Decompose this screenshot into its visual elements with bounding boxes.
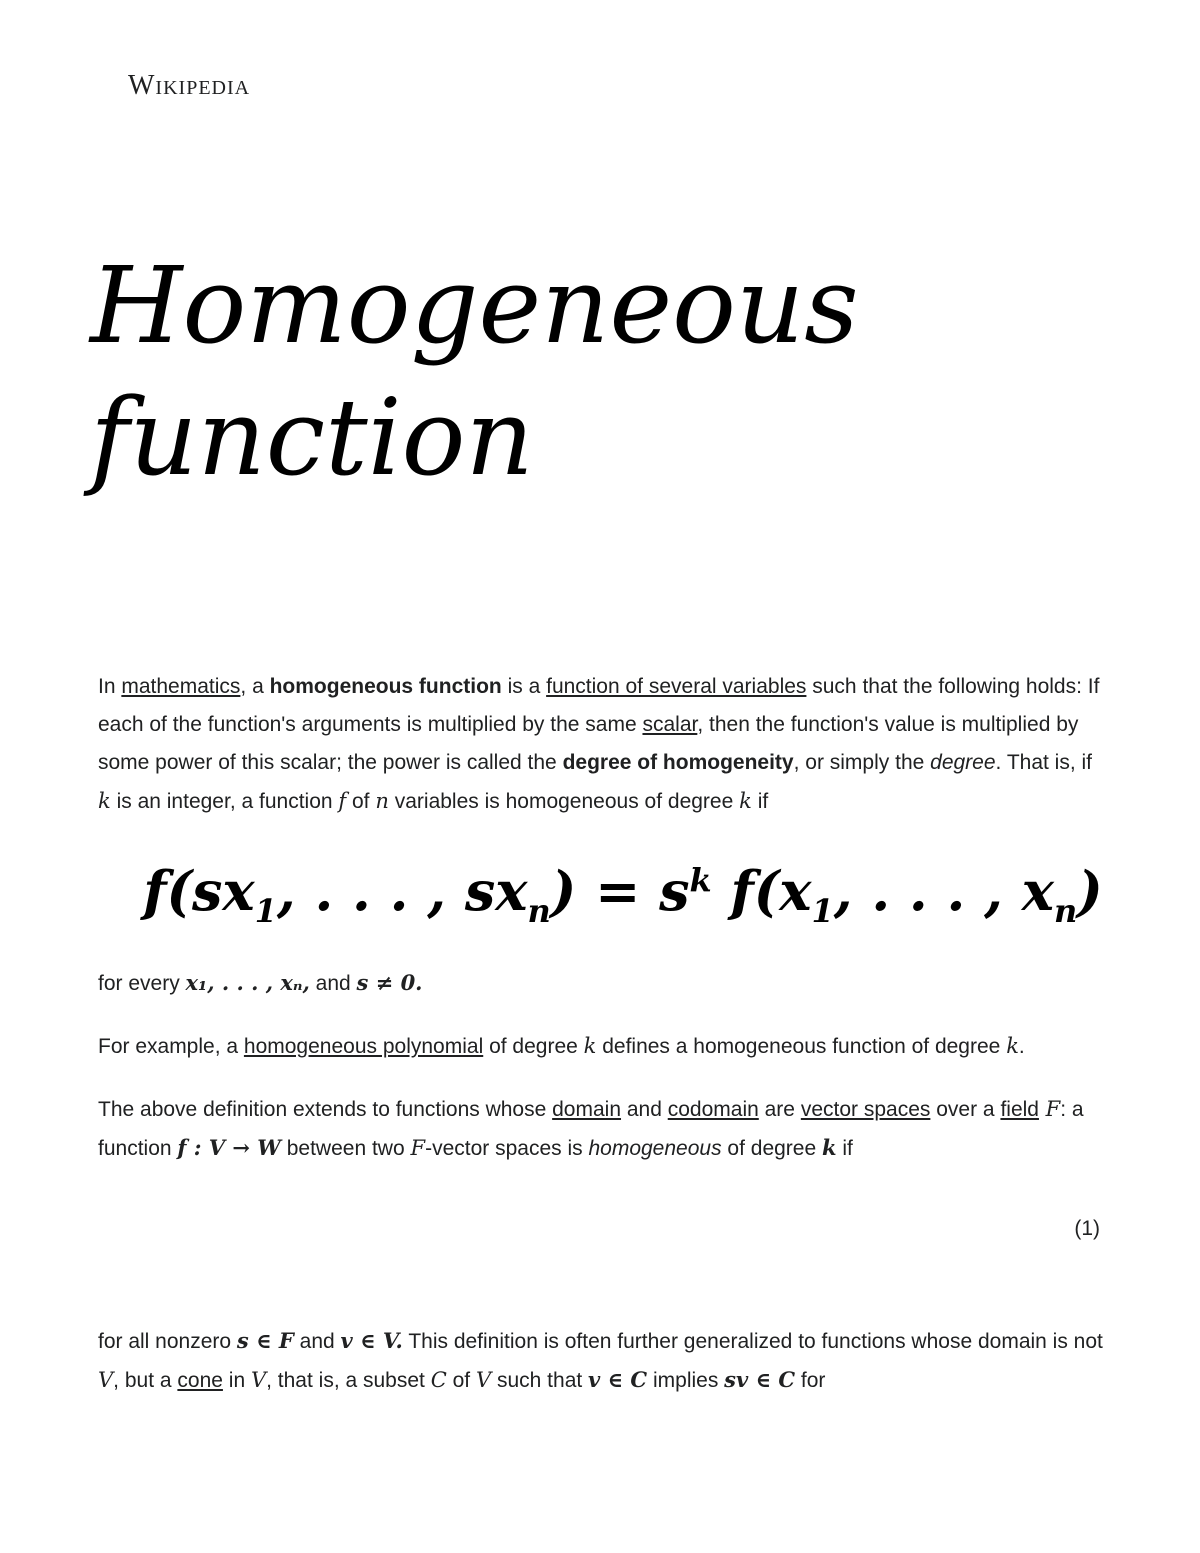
text: of — [346, 790, 376, 813]
text: , but a — [113, 1368, 178, 1392]
link-homogeneous-polynomial[interactable]: homogeneous polynomial — [243, 1034, 484, 1058]
text: , that is, a subset — [266, 1368, 431, 1392]
formula-part: , . . . , sx — [276, 859, 528, 923]
formula-part: , . . . , x — [833, 859, 1054, 923]
text: For example, a — [98, 1034, 244, 1058]
formula-part: ) = s — [550, 859, 690, 923]
formula-subscript: n — [527, 891, 551, 930]
text: In — [98, 675, 122, 698]
link-domain[interactable]: domain — [552, 1097, 622, 1121]
text: , then the function's value is multiplied by some power of this scalar; the power is called the — [98, 713, 1079, 774]
link-codomain[interactable]: codomain — [667, 1097, 759, 1121]
text: in — [222, 1368, 251, 1392]
math-s-in-F: s ∈ F — [236, 1327, 294, 1353]
formula-subscript: 1 — [811, 891, 834, 930]
math-k: k — [821, 1134, 837, 1160]
text: . That is, if — [995, 751, 1093, 774]
link-field[interactable]: field — [1000, 1097, 1039, 1121]
math-k: k — [583, 1033, 597, 1058]
text: , or simply the — [793, 751, 931, 774]
math-k: k — [739, 789, 752, 813]
text: such that the following holds: If each of the function's arguments is multiplied by the same — [98, 675, 1100, 736]
text: and — [309, 971, 357, 995]
text: such that — [491, 1368, 589, 1392]
text: , a — [240, 675, 270, 698]
link-scalar[interactable]: scalar — [642, 713, 698, 736]
math-v-in-C: v ∈ C — [588, 1366, 648, 1392]
text: of degree — [483, 1034, 584, 1058]
text: This definition is often further generalized to functions whose domain is not — [402, 1329, 1103, 1353]
text: is a — [501, 675, 547, 698]
text: and — [293, 1329, 341, 1353]
math-condition: s ≠ 0. — [356, 969, 423, 995]
article-body — [98, 668, 1108, 1424]
generalization-paragraph — [98, 1322, 1108, 1400]
math-n: n — [375, 789, 389, 813]
text: The above definition extends to functions whose — [98, 1097, 553, 1121]
text: for every — [98, 971, 186, 995]
formula-subscript: n — [1053, 891, 1078, 930]
italic-homogeneous: homogeneous — [588, 1136, 722, 1160]
italic-degree: degree — [930, 751, 996, 774]
condition-paragraph — [98, 964, 1108, 1003]
text: : a function — [98, 1097, 1084, 1160]
link-function-of-several-variables[interactable]: function of several variables — [546, 675, 807, 698]
text: . — [1018, 1034, 1025, 1058]
math-V: V — [475, 1367, 492, 1392]
bold-degree-of-homogeneity: degree of homogeneity — [562, 751, 794, 774]
page-title: Homogeneous function — [90, 244, 859, 499]
wikipedia-logo[interactable]: Wikipedia — [128, 70, 251, 101]
vector-space-paragraph — [98, 1090, 1108, 1168]
text: implies — [647, 1368, 725, 1392]
text: if — [836, 1136, 853, 1160]
text: defines a homogeneous function of degree — [596, 1034, 1007, 1058]
math-k: k — [1006, 1033, 1019, 1058]
text: for all nonzero — [98, 1329, 237, 1353]
text: is an integer, a function — [110, 790, 339, 813]
text: -vector spaces is — [425, 1136, 589, 1160]
text: are — [758, 1097, 801, 1121]
bold-term: homogeneous function — [269, 675, 502, 698]
formula-part: ) — [1077, 859, 1103, 923]
link-cone[interactable]: cone — [177, 1368, 223, 1392]
math-f: f — [338, 789, 347, 813]
text: between two — [280, 1136, 411, 1160]
math-F: F — [1038, 1096, 1061, 1121]
text: over a — [930, 1097, 1001, 1121]
formula-superscript: k — [689, 861, 712, 899]
formula-subscript: 1 — [254, 891, 277, 930]
equation-number: (1) — [1074, 1216, 1100, 1240]
text: if — [751, 790, 769, 813]
link-vector-spaces[interactable]: vector spaces — [800, 1097, 931, 1121]
math-variables: x₁, . . . , xₙ, — [185, 969, 310, 995]
text: variables is homogeneous of degree — [388, 790, 740, 813]
homogeneity-formula — [138, 845, 1108, 946]
text: and — [621, 1097, 668, 1121]
math-F: F — [410, 1135, 426, 1160]
text: for — [795, 1368, 826, 1392]
intro-paragraph — [98, 668, 1108, 821]
math-V: V — [250, 1367, 267, 1392]
formula-part: f(x — [711, 859, 812, 923]
math-map: f : V → W — [177, 1134, 281, 1160]
numbered-equation — [98, 1192, 1108, 1312]
math-v-in-V: v ∈ V. — [340, 1327, 403, 1353]
math-k: k — [98, 789, 111, 813]
math-C: C — [430, 1367, 447, 1392]
example-paragraph — [98, 1027, 1108, 1066]
link-mathematics[interactable]: mathematics — [121, 675, 241, 698]
text: of degree — [721, 1136, 822, 1160]
math-V: V — [98, 1367, 114, 1392]
formula-part: f(sx — [143, 859, 255, 923]
text: of — [446, 1368, 476, 1392]
math-sv-in-C: sv ∈ C — [724, 1366, 796, 1392]
